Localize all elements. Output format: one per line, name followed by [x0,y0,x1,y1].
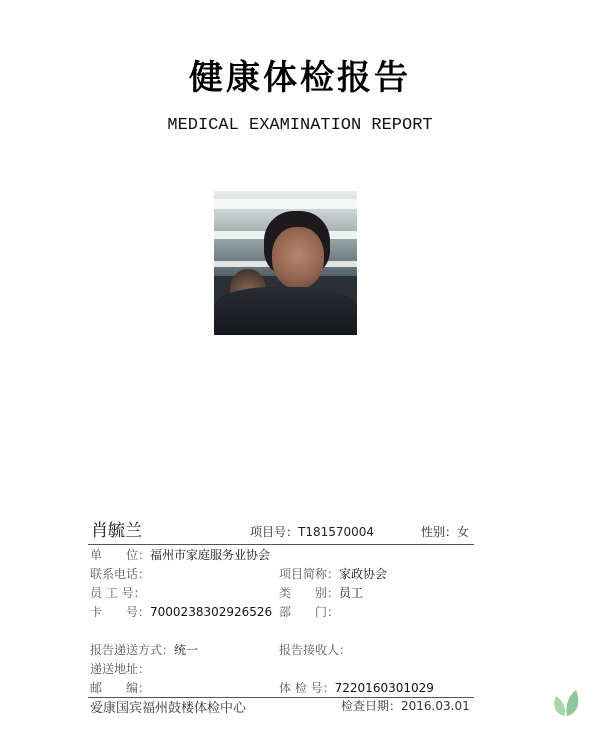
gender-value: 女 [457,525,470,539]
phone-row [90,565,150,582]
footer-center-name: 爱康国宾福州鼓楼体检中心 [90,701,247,716]
card-value: 7000238302926526 [150,605,273,619]
exam-date-value: 2016.03.01 [401,699,470,713]
phone-label: 联系电话： [90,567,151,581]
leaf-logo-icon [548,684,584,720]
report-title-cn: 健康体检报告 [189,58,411,98]
gender-label: 性别： [421,525,458,539]
report-title-en: MEDICAL EXAMINATION REPORT [167,116,433,135]
exam-no-value: 7220160301029 [334,681,434,695]
project-number-value: T181570004 [298,525,375,539]
postcode-row [90,679,150,696]
project-short-row [279,565,387,582]
project-number [250,523,374,540]
unit-label: 单 位： [90,548,151,562]
delivery-row [90,641,198,658]
divider-top [88,544,474,545]
exam-date-label: 检查日期： [341,699,402,713]
gender [421,523,469,540]
exam-no-row [279,679,434,696]
unit-value: 福州市家庭服务业协会 [150,548,271,562]
category-row [279,584,363,601]
delivery-label: 报告递送方式： [90,643,175,657]
patient-photo [214,191,357,335]
receiver-row [279,641,351,658]
project-number-label: 项目号： [250,525,299,539]
exam-date [341,697,470,714]
card-row [90,603,272,620]
delivery-value: 统一 [174,643,199,657]
employee-no-label: 员 工 号： [90,586,146,600]
employee-no-row [90,584,146,601]
address-row [90,660,150,677]
card-label: 卡 号： [90,605,151,619]
department-row [279,603,339,620]
category-label: 类 别： [279,586,340,600]
exam-no-label: 体 检 号： [279,681,335,695]
patient-name: 肖毓兰 [91,521,142,541]
category-value: 员工 [339,586,364,600]
receiver-label: 报告接收人： [279,643,352,657]
postcode-label: 邮 编： [90,681,151,695]
project-short-value: 家政协会 [339,567,388,581]
address-label: 递送地址： [90,662,151,676]
project-short-label: 项目简称： [279,567,340,581]
department-label: 部 门： [279,605,340,619]
unit-row [90,546,270,563]
